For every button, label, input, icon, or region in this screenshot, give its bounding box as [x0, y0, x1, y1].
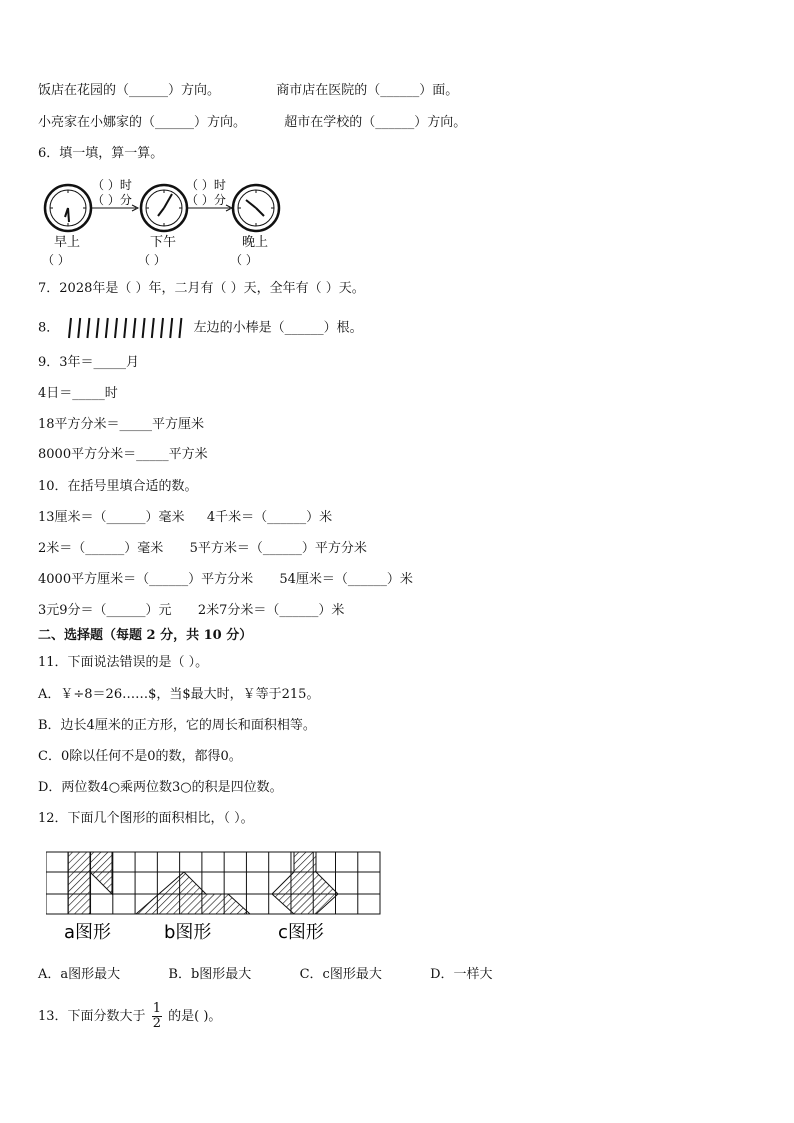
q10-item: 4千米＝（______）米: [206, 510, 333, 525]
q11-option-a[interactable]: A．￥÷8＝26……$，当$最大时，￥等于215。: [38, 687, 320, 702]
q9-l3: 18平方分米＝_____平方厘米: [38, 417, 205, 432]
clock-figure: [36, 172, 296, 272]
q12-option-c[interactable]: C．c图形最大: [299, 967, 382, 982]
q5-line2: [38, 114, 466, 132]
stick: [79, 318, 81, 338]
q11-option-c[interactable]: C．0除以任何不是0的数，都得0。: [38, 749, 242, 764]
q5-text: 商市店在医院的（______）面。: [276, 83, 459, 98]
arrow1-min: （ ）分: [92, 193, 132, 207]
q13-suffix: 的是( )。: [168, 1009, 222, 1024]
arrow2-min: （ ）分: [186, 193, 226, 207]
area-figure: [46, 850, 386, 945]
stick: [106, 318, 108, 338]
q5-line1: [38, 82, 458, 100]
q8-prefix: 8．: [38, 320, 60, 336]
q7-text: 7．2028年是（ ）年，二月有（ ）天，全年有（ ）天。: [38, 281, 365, 296]
clock-label-evening: 晚上: [242, 235, 269, 250]
stick: [180, 318, 182, 338]
q9-l4: 8000平方分米＝_____平方米: [38, 447, 208, 462]
clock-label-morning: 早上: [54, 235, 81, 250]
q8-suffix: 左边的小棒是（______）根。: [193, 320, 363, 336]
shape-a-top: [90, 852, 112, 872]
stick: [97, 318, 99, 338]
stick: [143, 318, 145, 338]
q11-option-d[interactable]: D．两位数4○乘两位数3○的积是四位数。: [38, 780, 283, 795]
q6-title: 6．填一填，算一算。: [38, 146, 164, 161]
q10-item: 2米7分米＝（______）米: [197, 603, 345, 618]
q10-item: 13厘米＝（______）毫米: [38, 510, 185, 525]
q12-option-b[interactable]: B．b图形最大: [168, 967, 252, 982]
q10-row1: [38, 509, 332, 527]
fraction-numerator: 1: [152, 1001, 161, 1016]
q13-prefix: 13．下面分数大于: [38, 1009, 146, 1024]
stick: [125, 318, 127, 338]
fig-a-label: a图形: [64, 922, 112, 943]
stick: [134, 318, 136, 338]
q10-item: 5平方米＝（______）平方分米: [189, 541, 367, 556]
shape-b: [136, 872, 250, 914]
q8-line: [38, 316, 363, 340]
clock-answer-afternoon: （ ）: [138, 253, 166, 267]
q11-stem: 11．下面说法错误的是（ ）。: [38, 655, 209, 670]
clock-answer-evening: （ ）: [230, 253, 258, 267]
q10-item: 4000平方厘米＝（______）平方分米: [38, 572, 254, 587]
shape-a: [68, 852, 90, 914]
q13-line: [38, 1002, 221, 1032]
q10-item: 54厘米＝（______）米: [279, 572, 413, 587]
sticks-figure: [63, 316, 189, 340]
stick: [152, 318, 154, 338]
clock-label-afternoon: 下午: [150, 235, 177, 250]
fig-b-label: b图形: [164, 922, 212, 943]
clock-answer-morning: （ ）: [42, 253, 70, 267]
section-title: 二、选择题（每题 2 分，共 10 分）: [38, 628, 253, 643]
q10-row4: [38, 602, 344, 620]
q12-options: [38, 966, 493, 984]
q10-title: 10．在括号里填合适的数。: [38, 479, 198, 494]
q10-row2: [38, 540, 367, 558]
stick: [161, 318, 163, 338]
arrow2-hour: （ ）时: [186, 178, 226, 192]
arrow1-hour: （ ）时: [92, 178, 132, 192]
q11-option-b[interactable]: B．边长4厘米的正方形，它的周长和面积相等。: [38, 718, 316, 733]
q12-option-a[interactable]: A．a图形最大: [38, 967, 121, 982]
shape-a-tri: [90, 872, 112, 894]
q12-stem: 12．下面几个图形的面积相比，（ ）。: [38, 811, 254, 826]
q10-row3: [38, 571, 413, 589]
stick: [115, 318, 117, 338]
shape-c: [272, 852, 338, 914]
stick: [69, 318, 71, 338]
q5-text: 饭店在花园的（______）方向。: [38, 83, 221, 98]
q12-option-d[interactable]: D．一样大: [430, 967, 493, 982]
q5-text: 超市在学校的（______）方向。: [284, 115, 467, 130]
q5-text: 小亮家在小娜家的（______）方向。: [38, 115, 247, 130]
q10-item: 2米＝（______）毫米: [38, 541, 164, 556]
q10-item: 3元9分＝（______）元: [38, 603, 172, 618]
fraction-one-half: [152, 1002, 162, 1031]
q9-l1: 9．3年＝_____月: [38, 355, 140, 370]
fig-c-label: c图形: [278, 922, 324, 943]
stick: [88, 318, 90, 338]
q9-l2: 4日＝_____时: [38, 386, 118, 401]
fraction-denominator: 2: [152, 1016, 161, 1031]
stick: [171, 318, 173, 338]
